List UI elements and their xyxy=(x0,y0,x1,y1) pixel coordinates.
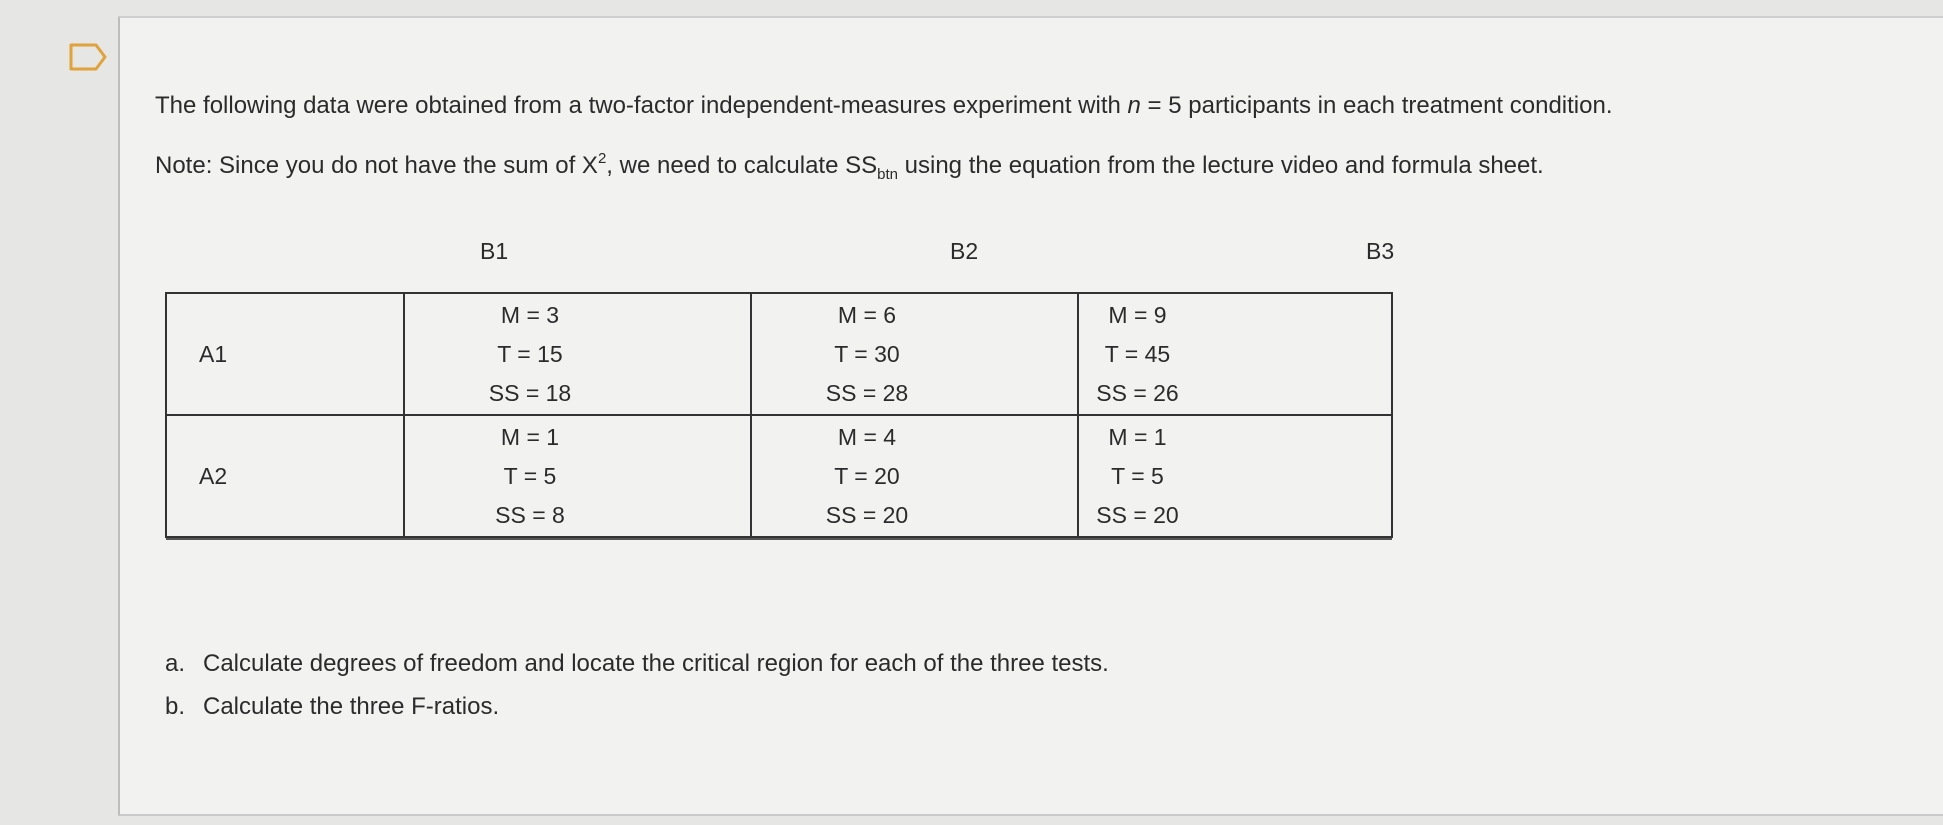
cell-total: T = 30 xyxy=(834,340,900,367)
table-row xyxy=(166,415,1392,537)
question-list xyxy=(165,642,1109,728)
list-item xyxy=(165,642,1109,685)
row-label-a1: A1 xyxy=(166,293,404,415)
cell-ss: SS = 8 xyxy=(495,501,565,528)
question-marker: b. xyxy=(165,693,186,720)
table-cell xyxy=(1078,415,1392,537)
column-header-b1: B1 xyxy=(480,238,509,264)
table-cell xyxy=(404,415,751,537)
question-marker: a. xyxy=(165,650,186,677)
table-cell xyxy=(751,415,1078,537)
list-item xyxy=(165,685,1109,728)
intro-text xyxy=(155,92,1612,120)
table-cell xyxy=(751,293,1078,415)
intro-before: The following data were obtained from a two-factor independent-measures experiment with xyxy=(155,92,1128,119)
note-subscript: btn xyxy=(877,166,898,183)
note-part2: , we need to calculate SS xyxy=(606,152,878,179)
cell-ss: SS = 18 xyxy=(488,379,572,406)
cell-mean: M = 1 xyxy=(1108,423,1167,450)
question-text: Calculate the three F-ratios. xyxy=(203,693,500,720)
row-label-a2: A2 xyxy=(166,415,404,537)
cell-mean: M = 9 xyxy=(1108,301,1167,328)
column-header-b3: B3 xyxy=(1366,238,1395,264)
cell-total: T = 20 xyxy=(834,462,900,489)
question-text: Calculate degrees of freedom and locate the critical region for each of the three tests. xyxy=(203,650,1109,677)
cell-mean: M = 6 xyxy=(837,301,897,328)
note-superscript: 2 xyxy=(597,150,607,167)
table-cell xyxy=(404,293,751,415)
cell-total: T = 5 xyxy=(1111,462,1164,489)
data-table xyxy=(165,292,1393,538)
table-cell xyxy=(1078,293,1392,415)
intro-after: = 5 participants in each treatment condition. xyxy=(1140,92,1613,119)
cell-mean: M = 1 xyxy=(500,423,560,450)
cell-ss: SS = 20 xyxy=(1096,501,1179,528)
column-header-b2: B2 xyxy=(950,238,979,264)
note-part1: Note: Since you do not have the sum of X xyxy=(155,152,598,179)
table-row xyxy=(166,293,1392,415)
cell-mean: M = 4 xyxy=(837,423,897,450)
cell-ss: SS = 20 xyxy=(825,501,909,528)
cell-total: T = 5 xyxy=(503,462,557,489)
cell-ss: SS = 28 xyxy=(825,379,909,406)
note-part3: using the equation from the lecture video and formula sheet. xyxy=(897,152,1544,179)
note-text xyxy=(155,150,1544,183)
flag-icon[interactable] xyxy=(68,42,108,72)
cell-ss: SS = 26 xyxy=(1096,379,1179,406)
cell-total: T = 45 xyxy=(1104,340,1171,367)
cell-mean: M = 3 xyxy=(500,301,560,328)
intro-n-symbol: n xyxy=(1127,92,1141,119)
cell-total: T = 15 xyxy=(497,340,563,367)
